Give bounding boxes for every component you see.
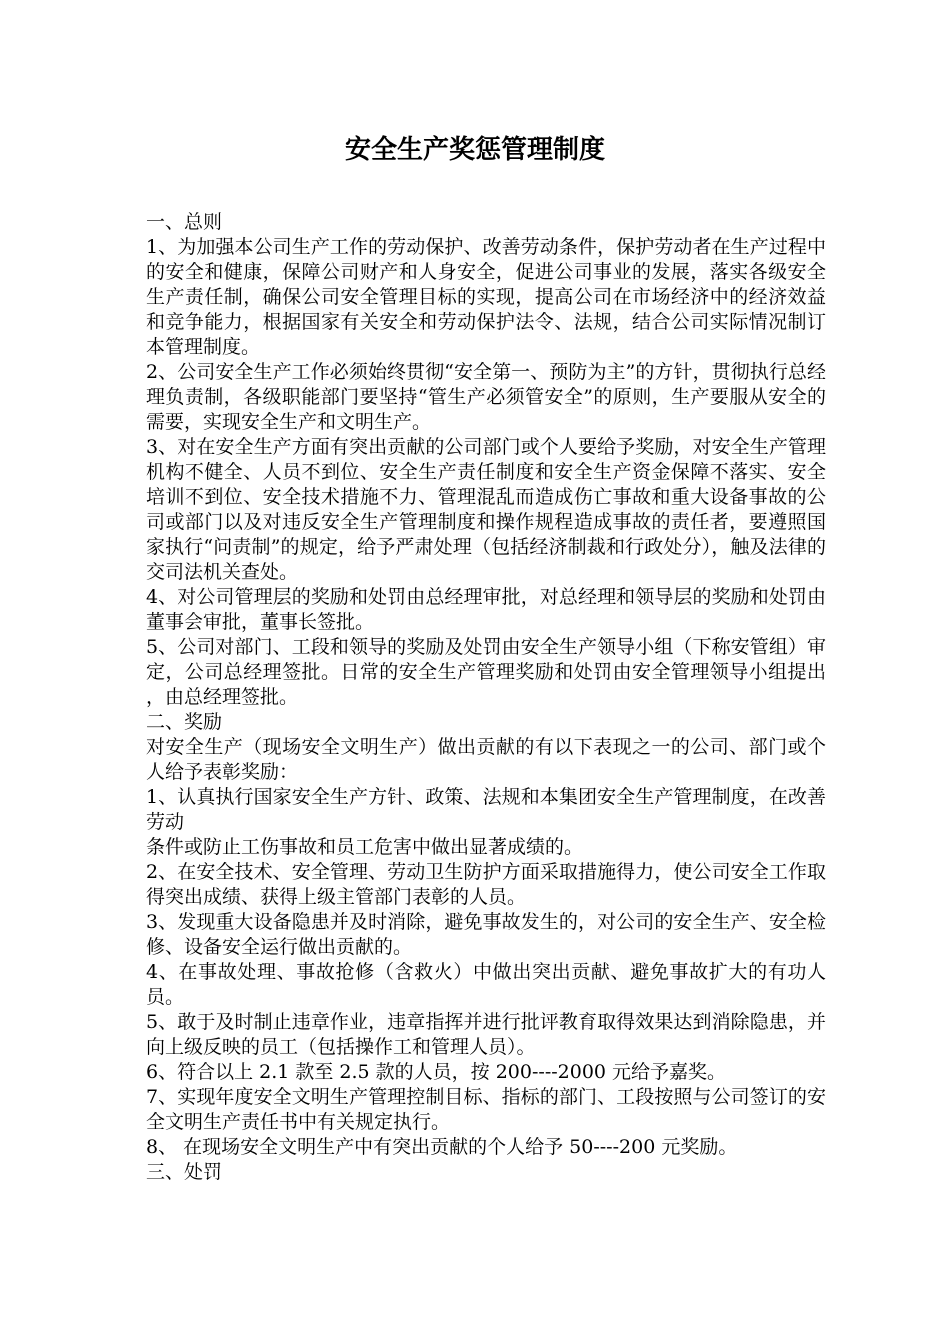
paragraph: 1、为加强本公司生产工作的劳动保护、改善劳动条件，保护劳动者在生产过程中的安全和健康，保障公司财产和人身安全，促进公司事业的发展，落实各级安全生产责任制，确保公司安全管理目标的实现，提高公司在市场经济中的经济效益和竞争能力，根据国家有关安全和劳动保护法令、法规，结合公司实际情况制订本管理制度。 — [146, 236, 826, 358]
paragraph: 6、符合以上 2.1 款至 2.5 款的人员，按 200----2000 元给予嘉奖。 — [146, 1061, 727, 1083]
paragraph: 7、实现年度安全文明生产管理控制目标、指标的部门、工段按照与公司签订的安全文明生产责任书中有关规定执行。 — [146, 1086, 826, 1133]
document-title: 安全生产奖惩管理制度 — [344, 135, 605, 165]
paragraph: 8、 在现场安全文明生产中有突出贡献的个人给予 50----200 元奖励。 — [146, 1136, 738, 1158]
section-heading-rewards: 二、奖励 — [146, 711, 223, 733]
paragraph: 4、对公司管理层的奖励和处罚由总经理审批，对总经理和领导层的奖励和处罚由董事会审批，董事长签批。 — [146, 586, 826, 633]
paragraph: 对安全生产（现场安全文明生产）做出贡献的有以下表现之一的公司、部门或个人给予表彰奖励： — [146, 736, 826, 783]
document-body — [146, 210, 826, 1185]
paragraph: 5、公司对部门、工段和领导的奖励及处罚由安全生产领导小组（下称安管组）审定，公司总经理签批。日常的安全生产管理奖励和处罚由安全管理领导小组提出 ，由总经理签批。 — [146, 636, 826, 708]
paragraph: 3、对在安全生产方面有突出贡献的公司部门或个人要给予奖励，对安全生产管理机构不健全、人员不到位、安全生产责任制度和安全生产资金保障不落实、安全培训不到位、安全技术措施不力、管理混乱而造成伤亡事故和重大设备事故的公司或部门以及对违反安全生产管理制度和操作规程造成事故的责任者，要遵照国家执行“问责制”的规定，给予严肃处理（包括经济制裁和行政处分），触及法律的交司法机关查处。 — [146, 436, 826, 583]
paragraph: 1、认真执行国家安全生产方针、政策、法规和本集团安全生产管理制度，在改善劳动 — [146, 786, 826, 833]
section-heading-penalties: 三、处罚 — [146, 1161, 223, 1183]
paragraph: 2、在安全技术、安全管理、劳动卫生防护方面采取措施得力，使公司安全工作取得突出成绩、获得上级主管部门表彰的人员。 — [146, 861, 826, 908]
paragraph: 条件或防止工伤事故和员工危害中做出显著成绩的。 — [146, 836, 584, 858]
paragraph: 2、公司安全生产工作必须始终贯彻“安全第一、预防为主”的方针，贯彻执行总经理负责制，各级职能部门要坚持“管生产必须管安全”的原则，生产要服从安全的需要，实现安全生产和文明生产。 — [146, 361, 826, 433]
paragraph: 4、在事故处理、事故抢修（含救火）中做出突出贡献、避免事故扩大的有功人员。 — [146, 961, 826, 1008]
section-heading-general: 一、总则 — [146, 211, 223, 233]
paragraph: 3、发现重大设备隐患并及时消除，避免事故发生的，对公司的安全生产、安全检修、设备安全运行做出贡献的。 — [146, 911, 826, 958]
paragraph: 5、敢于及时制止违章作业，违章指挥并进行批评教育取得效果达到消除隐患，并向上级反映的员工（包括操作工和管理人员）。 — [146, 1011, 826, 1058]
